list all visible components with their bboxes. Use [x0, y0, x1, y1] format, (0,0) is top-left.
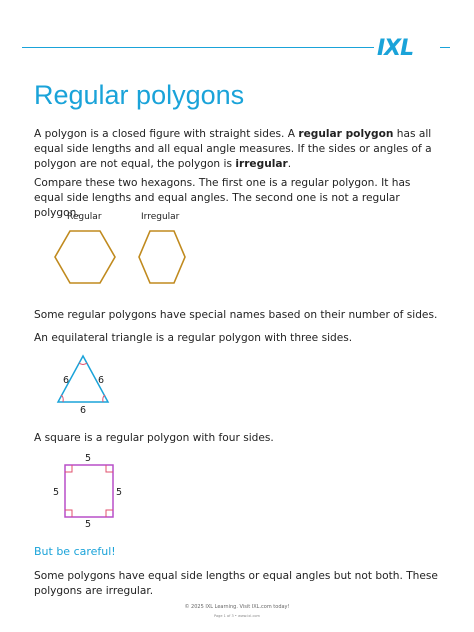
regular-label: Regular	[67, 212, 102, 222]
triangle-paragraph: An equilateral triangle is a regular polygon with three sides.	[34, 332, 353, 344]
careful-heading: But be careful!	[34, 545, 116, 558]
intro-text: A polygon is a closed figure with straight sides. A	[34, 128, 299, 140]
intro-text: .	[287, 158, 292, 170]
careful-paragraph: Some polygons have equal side lengths or equal angles but not both. These polygons are irregular.	[34, 570, 438, 597]
square-side-left: 5	[53, 487, 60, 498]
square-paragraph: A square is a regular polygon with four sides.	[34, 432, 274, 444]
right-angle-mark	[106, 465, 113, 472]
page-title: Regular polygons	[34, 80, 245, 110]
square	[65, 465, 113, 517]
triangle-side-left: 6	[63, 375, 70, 386]
term-regular-polygon: regular polygon	[298, 128, 394, 140]
triangle-side-right: 6	[98, 375, 105, 386]
footer-page: Page 1 of 3 • www.ixl.com	[214, 614, 260, 618]
square-side-right: 5	[116, 487, 123, 498]
term-irregular: irregular	[235, 158, 288, 170]
right-angle-mark	[106, 510, 113, 517]
intro-text: has all equal side lengths and all equal angle measures. If the sides or angles of a polygon are not equal, the polygon is	[34, 128, 432, 170]
square-side-bottom: 5	[85, 519, 92, 530]
right-angle-mark	[65, 465, 72, 472]
logo-text: IXL	[377, 35, 414, 61]
special-names-paragraph: Some regular polygons have special names based on their number of sides.	[34, 309, 438, 321]
square-side-top: 5	[85, 453, 92, 464]
footer-copyright: © 2025 IXL Learning. Visit IXL.com today!	[184, 604, 290, 610]
compare-paragraph: Compare these two hexagons. The first one is a regular polygon. It has equal side lengths and equal angles. The second one is not a regular polygon.	[34, 177, 411, 219]
triangle-side-bottom: 6	[80, 405, 87, 416]
right-angle-mark	[65, 510, 72, 517]
irregular-label: Irregular	[141, 212, 180, 222]
